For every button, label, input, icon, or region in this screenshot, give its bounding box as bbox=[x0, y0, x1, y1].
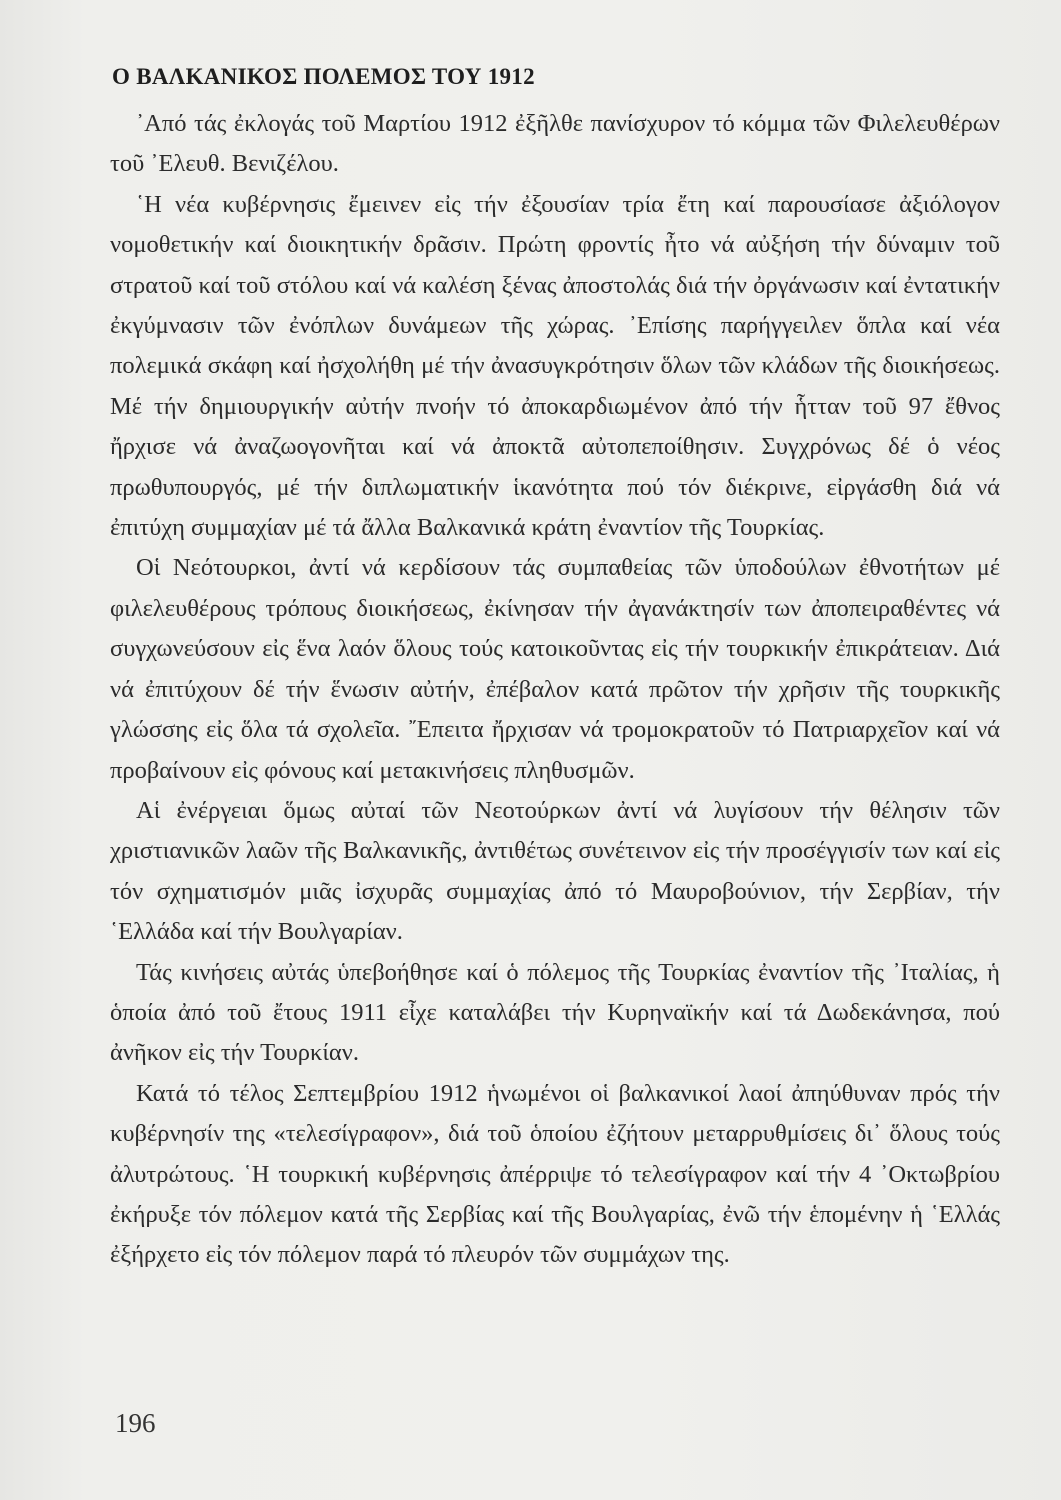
paragraph: Οἱ Νεότουρκοι, ἀντί νά κερδίσουν τάς συμπαθείας τῶν ὑποδούλων ἐθνοτήτων μέ φιλελευθέρους τρόπους διοικήσεως, ἐκίνησαν τήν ἀγανάκτησίν των ἀποπειραθέντες νά συγχωνεύσουν εἰς ἕνα λαόν ὅλους τούς κατοικοῦντας εἰς τήν τουρκικήν ἐπικράτειαν. Διά νά ἐπιτύχουν δέ τήν ἕνωσιν αὐτήν, ἐπέβαλον κατά πρῶτον τήν χρῆσιν τῆς τουρκικῆς γλώσσης εἰς ὅλα τά σχολεῖα. ῎Επειτα ἤρχισαν νά τρομοκρατοῦν τό Πατριαρχεῖον καί νά προβαίνουν εἰς φόνους καί μετακινήσεις πληθυσμῶν. bbox=[110, 554, 1000, 784]
chapter-heading: Ο ΒΑΛΚΑΝΙΚΟΣ ΠΟΛΕΜΟΣ ΤΟΥ 1912 bbox=[112, 64, 535, 89]
page-number: 196 bbox=[115, 1408, 156, 1438]
paragraph: ᾿Από τάς ἐκλογάς τοῦ Μαρτίου 1912 ἐξῆλθε πανίσχυρον τό κόμμα τῶν Φιλελευθέρων τοῦ ᾿Ελευθ. Βενιζέλου. bbox=[110, 110, 1000, 178]
paragraph: Κατά τό τέλος Σεπτεμβρίου 1912 ἡνωμένοι οἱ βαλκανικοί λαοί ἀπηύθυναν πρός τήν κυβέρνησίν της «τελεσίγραφον», διά τοῦ ὁποίου ἐζήτουν μεταρρυθμίσεις δι᾿ ὅλους τούς ἀλυτρώτους. ῾Η τουρκική κυβέρνησις ἀπέρριψε τό τελεσίγραφον καί τήν 4 ᾿Οκτωβρίου ἐκήρυξε τόν πόλεμον κατά τῆς Σερβίας καί τῆς Βουλγαρίας, ἐνῶ τήν ἑπομένην ἡ ῾Ελλάς ἐξήρχετο εἰς τόν πόλεμον παρά τό πλευρόν τῶν συμμάχων της. bbox=[110, 1079, 1000, 1269]
paragraph: ῾Η νέα κυβέρνησις ἔμεινεν εἰς τήν ἐξουσίαν τρία ἔτη καί παρουσίασε ἀξιόλογον νομοθετικήν καί διοικητικήν δρᾶσιν. Πρώτη φροντίς ἦτο νά αὐξήση τήν δύναμιν τοῦ στρατοῦ καί τοῦ στόλου καί νά καλέση ξένας ἀποστολάς διά τήν ὀργάνωσιν καί ἐντατικήν ἐκγύμνασιν τῶν ἐνόπλων δυνάμεων τῆς χώρας. ᾿Επίσης παρήγγειλεν ὅπλα καί νέα πολεμικά σκάφη καί ἠσχολήθη μέ τήν ἀνασυγκρότησιν ὅλων τῶν κλάδων τῆς διοικήσεως. Μέ τήν δημιουργικήν αὐτήν πνοήν τό ἀποκαρδιωμένον ἀπό τήν ἧτταν τοῦ 97 ἔθνος ἤρχισε νά ἀναζωογονῆται καί νά ἀποκτᾶ αὐτοπεποίθησιν. Συγχρόνως δέ ὁ νέος πρωθυπουργός, μέ τήν διπλωματικήν ἱκανότητα πού τόν διέκρινε, εἰργάσθη διά νά ἐπιτύχη συμμαχίαν μέ τά ἄλλα Βαλκανικά κράτη ἐναντίον τῆς Τουρκίας. bbox=[110, 190, 1000, 542]
paragraph: Αἱ ἐνέργειαι ὅμως αὐταί τῶν Νεοτούρκων ἀντί νά λυγίσουν τήν θέλησιν τῶν χριστιανικῶν λαῶν τῆς Βαλκανικῆς, ἀντιθέτως συνέτεινον εἰς τήν προσέγγισίν των καί εἰς τόν σχηματισμόν μιᾶς ἰσχυρᾶς συμμαχίας ἀπό τό Μαυροβούνιον, τήν Σερβίαν, τήν ῾Ελλάδα καί τήν Βουλγαρίαν. bbox=[110, 796, 1000, 946]
paragraph: Τάς κινήσεις αὐτάς ὑπεβοήθησε καί ὁ πόλεμος τῆς Τουρκίας ἐναντίον τῆς ᾿Ιταλίας, ἡ ὁποία ἀπό τοῦ ἔτους 1911 εἶχε καταλάβει τήν Κυρηναϊκήν καί τά Δωδεκάνησα, πού ἀνῆκον εἰς τήν Τουρκίαν. bbox=[110, 958, 1000, 1067]
body-text bbox=[110, 104, 1000, 1276]
